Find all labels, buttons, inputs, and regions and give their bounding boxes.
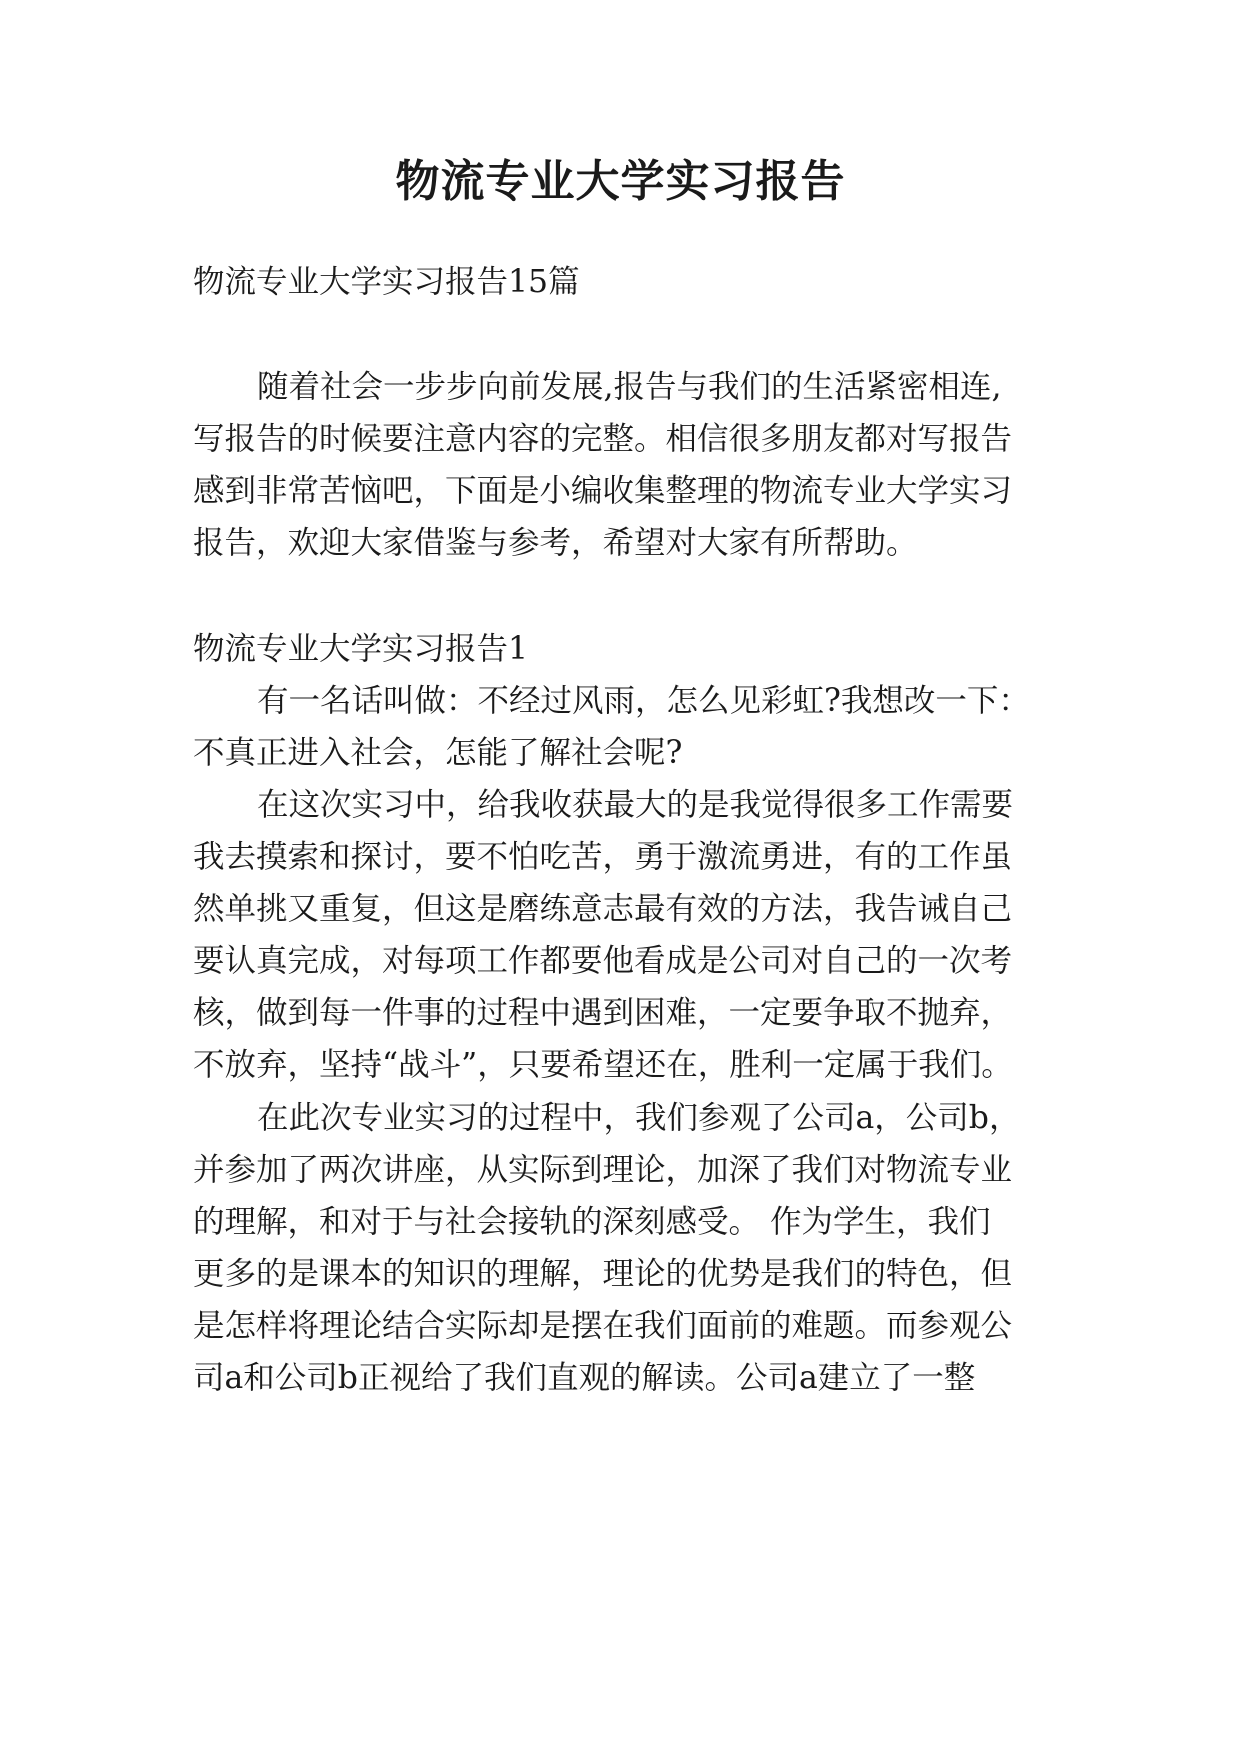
paragraph-line: 并参加了两次讲座，从实际到理论，加深了我们对物流专业 — [193, 1152, 1013, 1188]
paragraph-line: 我去摸索和探讨，要不怕吃苦，勇于激流勇进，有的工作虽 — [193, 839, 1013, 875]
paragraph-line: 在此次专业实习的过程中，我们参观了公司a，公司b， — [257, 1100, 1021, 1136]
section-heading: 物流专业大学实习报告1 — [193, 631, 529, 667]
paragraph-line: 然单挑又重复，但这是磨练意志最有效的方法，我告诫自己 — [193, 891, 1013, 927]
paragraph-line: 在这次实习中，给我收获最大的是我觉得很多工作需要 — [257, 787, 1014, 823]
paragraph-line: 要认真完成，对每项工作都要他看成是公司对自己的一次考 — [193, 943, 1013, 979]
paragraph-line: 更多的是课本的知识的理解，理论的优势是我们的特色，但 — [193, 1256, 1013, 1292]
document-title: 物流专业大学实习报告 — [395, 156, 846, 207]
paragraph-line: 司a和公司b正视给了我们直观的解读。公司a建立了一整 — [193, 1360, 976, 1396]
paragraph-line: 有一名话叫做：不经过风雨，怎么见彩虹?我想改一下： — [257, 683, 1030, 719]
paragraph-line: 核，做到每一件事的过程中遇到困难，一定要争取不抛弃， — [193, 995, 1013, 1031]
paragraph-line: 不真正进入社会，怎能了解社会呢? — [193, 735, 683, 771]
intro-line: 随着社会一步步向前发展,报告与我们的生活紧密相连, — [257, 369, 1002, 405]
document-subtitle: 物流专业大学实习报告15篇 — [193, 264, 580, 300]
paragraph-line: 不放弃，坚持“战斗”，只要希望还在，胜利一定属于我们。 — [193, 1047, 1013, 1083]
paragraph-line: 的理解，和对于与社会接轨的深刻感受。 作为学生，我们 — [193, 1204, 991, 1240]
paragraph-line: 是怎样将理论结合实际却是摆在我们面前的难题。而参观公 — [193, 1308, 1013, 1344]
intro-line: 感到非常苦恼吧，下面是小编收集整理的物流专业大学实习 — [193, 473, 1013, 509]
intro-line: 写报告的时候要注意内容的完整。相信很多朋友都对写报告 — [193, 421, 1013, 457]
intro-line: 报告，欢迎大家借鉴与参考，希望对大家有所帮助。 — [193, 525, 918, 561]
